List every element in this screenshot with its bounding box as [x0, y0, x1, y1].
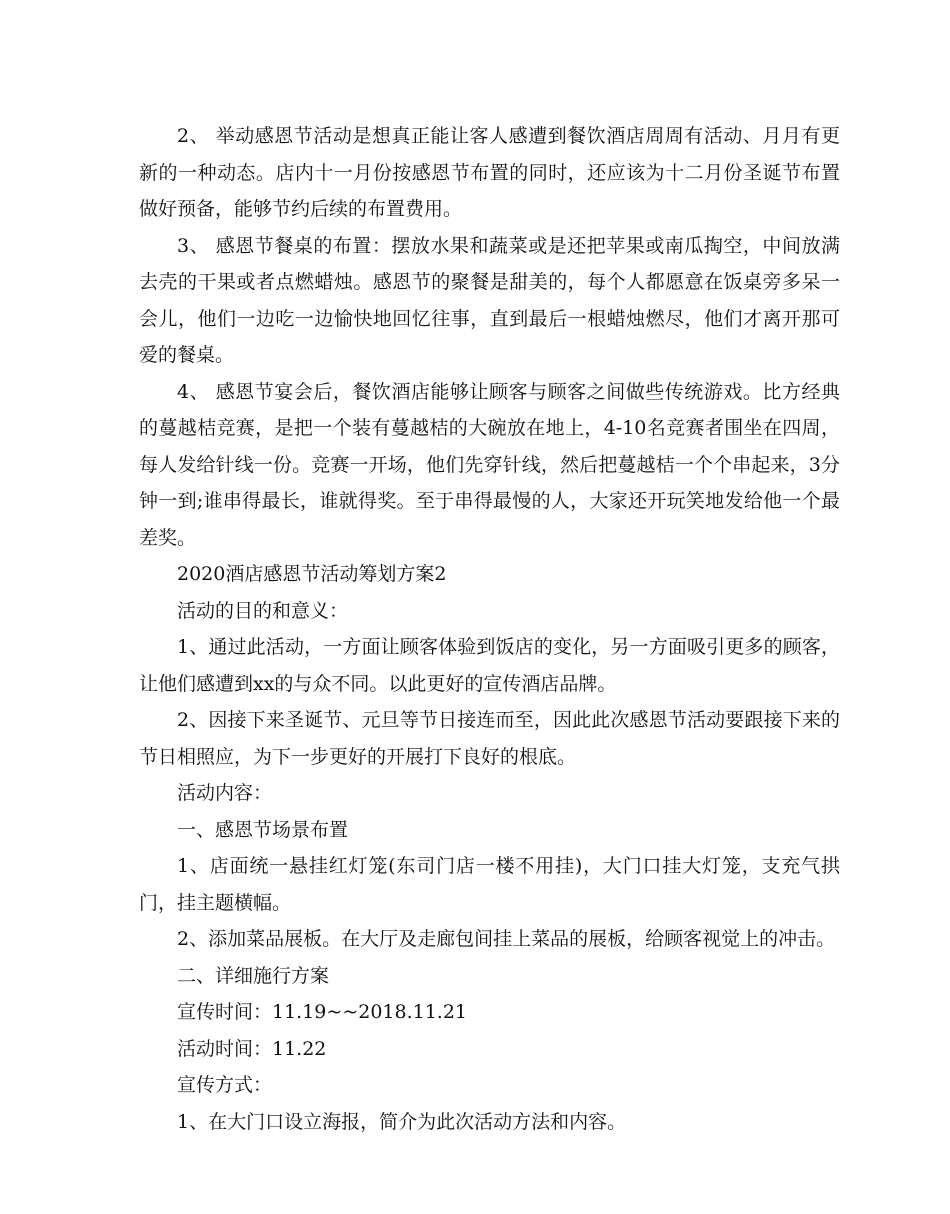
purpose-item-2: 2、因接下来圣诞节、元旦等节日接连而至，因此此次感恩节活动要跟接下来的节日相照应，为下一步更好的开展打下良好的根底。 [139, 709, 840, 768]
purpose-label: 活动的目的和意义： [177, 599, 349, 622]
section-two-title: 二、详细施行方案 [177, 964, 330, 987]
section-one-title: 一、感恩节场景布置 [177, 818, 349, 841]
promo-method-item: 1、在大门口设立海报，简介为此次活动方法和内容。 [177, 1110, 627, 1133]
paragraph-item-4: 4、 感恩节宴会后，餐饮酒店能够让顾客与顾客之间做些传统游戏。比方经典的蔓越桔竞赛，是把一个装有蔓越桔的大碗放在地上，4-10名竞赛者围坐在四周，每人发给针线一份。竞赛一开场，他们先穿针线，然后把蔓越桔一个个串起来，3分钟一到;谁串得最长，谁就得奖。至于串得最慢的人，大家还开玩笑地发给他一个最差奖。 [139, 380, 840, 549]
purpose-item-1: 1、通过此活动，一方面让顾客体验到饭店的变化，另一方面吸引更多的顾客，让他们感遭到xx的与众不同。以此更好的宣传酒店品牌。 [139, 636, 840, 695]
paragraph-item-2: 2、 举动感恩节活动是想真正能让客人感遭到餐饮酒店周周有活动、月月有更新的一种动态。店内十一月份按感恩节布置的同时，还应该为十二月份圣诞节布置做好预备，能够节约后续的布置费用。 [139, 125, 840, 220]
paragraph-item-3: 3、 感恩节餐桌的布置：摆放水果和蔬菜或是还把苹果或南瓜掏空，中间放满去壳的干果或者点燃蜡烛。感恩节的聚餐是甜美的，每个人都愿意在饭桌旁多呆一会儿，他们一边吃一边愉快地回忆往事，直到最后一根蜡烛燃尽，他们才离开那可爱的餐桌。 [139, 234, 840, 366]
promo-method-label: 宣传方式： [177, 1074, 273, 1096]
event-time: 活动时间：11.22 [177, 1037, 327, 1060]
section-one-item-1: 1、店面统一悬挂红灯笼(东司门店一楼不用挂)，大门口挂大灯笼，支充气拱门，挂主题横幅。 [139, 855, 840, 914]
promo-time: 宣传时间：11.19~~2018.11.21 [177, 1001, 468, 1023]
content-label: 活动内容： [177, 782, 273, 804]
section-one-item-2: 2、添加菜品展板。在大厅及走廊包间挂上菜品的展板，给顾客视觉上的冲击。 [177, 928, 836, 950]
section-heading: 2020酒店感恩节活动筹划方案2 [177, 563, 447, 585]
